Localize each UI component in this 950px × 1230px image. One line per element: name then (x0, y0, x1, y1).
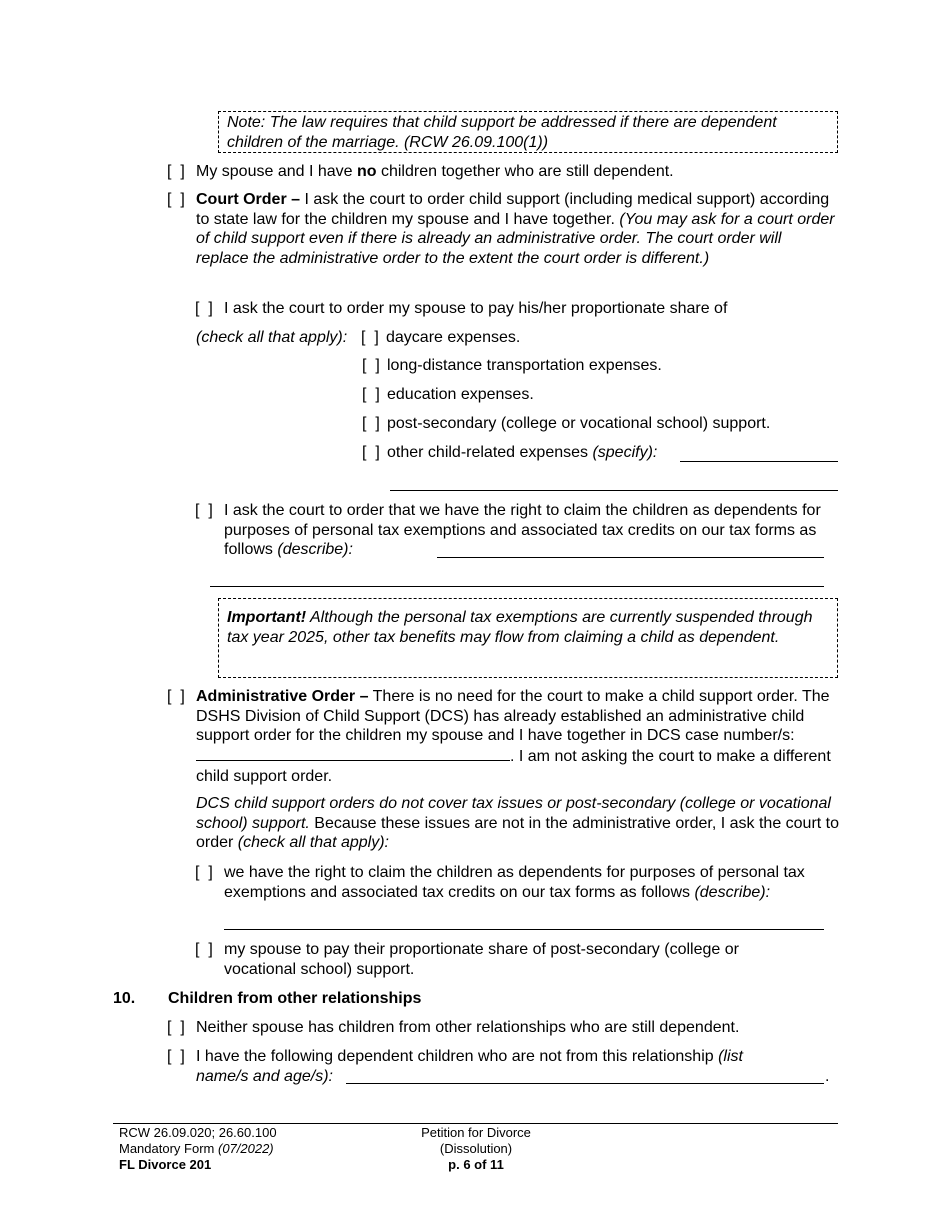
checkbox-education[interactable]: [ ] (362, 386, 380, 403)
footer-form-id: FL Divorce 201 (119, 1157, 212, 1172)
footer-rcw: RCW 26.09.020; 26.60.100 (119, 1125, 277, 1140)
checkbox-admin-postsecondary[interactable]: [ ] (195, 941, 213, 958)
dcs-case-number-field[interactable] (196, 746, 510, 761)
checkbox-proportionate-share[interactable]: [ ] (195, 300, 213, 317)
other-expenses-field-2[interactable] (390, 490, 838, 491)
checkbox-tax-claim[interactable]: [ ] (195, 502, 213, 519)
footer-left (119, 1125, 277, 1173)
admin-tax-text: we have the right to claim the children as dependents for purposes of personal tax exemptions and associated tax credits on our tax forms as follows (describe): (224, 864, 805, 901)
period: . (825, 1068, 830, 1085)
other-expenses-field[interactable] (680, 461, 838, 462)
admin-tax-field[interactable] (224, 929, 824, 930)
admin-order-title: Administrative Order – (196, 688, 369, 705)
checkbox-admin-tax[interactable]: [ ] (195, 864, 213, 881)
footer-title: Petition for Divorce (421, 1125, 531, 1140)
checkbox-other-children[interactable]: [ ] (167, 1048, 185, 1065)
checkbox-admin-order[interactable]: [ ] (167, 688, 185, 705)
neither-spouse-text: Neither spouse has children from other relationships who are still dependent. (196, 1019, 740, 1036)
check-all-label: (check all that apply): (196, 329, 348, 346)
expense-transportation: long-distance transportation expenses. (387, 357, 662, 374)
checkbox-other-expenses[interactable]: [ ] (362, 444, 380, 461)
checkbox-no-children[interactable]: [ ] (167, 163, 185, 180)
section-number: 10. (113, 990, 136, 1007)
proportionate-share-text: I ask the court to order my spouse to pay his/her proportionate share of (224, 300, 728, 317)
note-box (218, 111, 838, 153)
no-children-text: My spouse and I have no children together who are still dependent. (196, 163, 674, 180)
footer-mandatory: Mandatory Form (07/2022) (119, 1141, 274, 1156)
expense-daycare: daycare expenses. (386, 329, 521, 346)
checkbox-court-order[interactable]: [ ] (167, 191, 185, 208)
other-children-field[interactable] (346, 1083, 824, 1084)
expense-other: other child-related expenses (specify): (387, 444, 658, 461)
important-box: Important! Although the personal tax exemptions are currently suspended through tax year 2025, other tax benefits may flow from claiming a child as dependent. (218, 598, 838, 678)
expense-education: education expenses. (387, 386, 534, 403)
checkbox-postsecondary[interactable]: [ ] (362, 415, 380, 432)
tax-claim-field-2[interactable] (210, 586, 824, 587)
dcs-text: DCS child support orders do not cover tax issues or post-secondary (college or vocational school) support. Because these issues are not in the administrative order, I ask the court to order (check all that apply): (196, 795, 840, 852)
footer-page: p. 6 of 11 (448, 1157, 504, 1172)
footer-subtitle: (Dissolution) (439, 1141, 513, 1156)
checkbox-transportation[interactable]: [ ] (362, 357, 380, 374)
note-text: Note: The law requires that child support be addressed if there are dependent children of the marriage. (RCW 26.09.100(1)) (227, 114, 777, 151)
checkbox-daycare[interactable]: [ ] (361, 329, 379, 346)
court-order-text: Court Order – I ask the court to order child support (including medical support) according to state law for the children my spouse and I have together. (You may ask for a court order of child support even if there is already an administrative order. The court order will replace the administrative order to the extent the court order is different.) (196, 191, 835, 268)
admin-postsecondary-text: my spouse to pay their proportionate share of post-secondary (college or vocational school) support. (224, 941, 739, 978)
other-children-text: I have the following dependent children who are not from this relationship (list name/s and age/s): (196, 1048, 743, 1085)
court-order-title: Court Order – (196, 191, 301, 208)
footer-divider (113, 1123, 838, 1124)
tax-claim-text: I ask the court to order that we have the right to claim the children as dependents for purposes of personal tax exemptions and associated tax credits on our tax forms as follows (describe): (224, 502, 821, 559)
admin-order-text: Administrative Order – There is no need for the court to make a child support order. The DSHS Division of Child Support (DCS) has already established an administrative child support order for the children my spouse and I have together in DCS case number/s: . I am not asking the court to make a different child support order. (196, 688, 831, 785)
footer-center (396, 1125, 556, 1173)
checkbox-neither-spouse[interactable]: [ ] (167, 1019, 185, 1036)
expense-postsecondary: post-secondary (college or vocational school) support. (387, 415, 771, 432)
tax-claim-field[interactable] (437, 557, 824, 558)
section-title: Children from other relationships (168, 990, 422, 1007)
important-label: Important! (227, 609, 307, 626)
